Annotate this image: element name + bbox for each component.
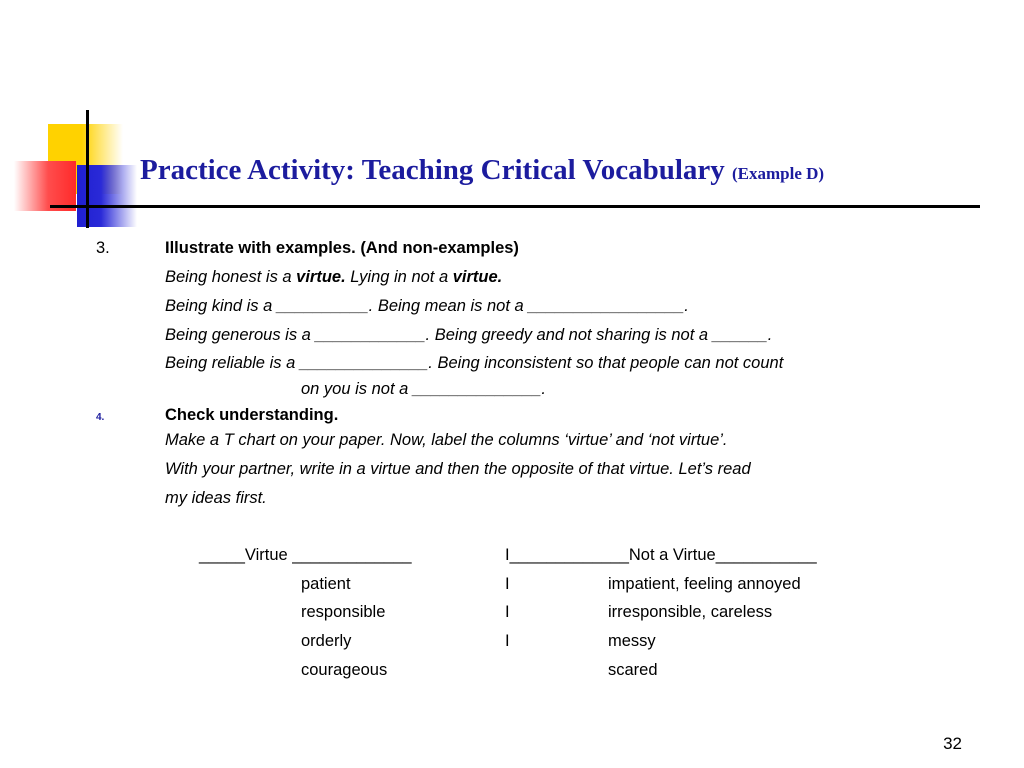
reliable-line-1: Being reliable is a ______________. Being inconsistent so that people can not count: [165, 354, 784, 372]
tchart-not-virtue-cell: irresponsible, careless: [608, 603, 773, 621]
slide-title: [140, 154, 824, 187]
tchart-not-virtue-cell: messy: [608, 632, 656, 650]
item-3-number: 3.: [96, 239, 110, 257]
tchart-not-virtue-cell: scared: [608, 661, 658, 679]
read-ideas-line: my ideas first.: [165, 489, 267, 507]
kind-line: Being kind is a __________. Being mean is not a _________________.: [165, 297, 689, 315]
title-underline-rule: [50, 205, 980, 208]
tchart-virtue-cell: courageous: [301, 661, 388, 679]
slide-decoration: [0, 0, 1024, 240]
reliable-line-2: on you is not a ______________.: [301, 380, 546, 398]
title-sub: (Example D): [732, 164, 825, 183]
red-block-decoration: [14, 161, 76, 211]
title-main: Practice Activity: Teaching Critical Vocabulary: [140, 154, 725, 186]
tchart-not-virtue-cell: impatient, feeling annoyed: [608, 575, 801, 593]
honest-text-a: Being honest is a: [165, 268, 297, 286]
honest-text-d: virtue.: [452, 268, 503, 286]
tchart-virtue-cell: orderly: [301, 632, 352, 650]
honest-text-b: virtue.: [296, 268, 346, 286]
honest-text-c: Lying in not a: [345, 268, 453, 286]
tchart-instruction-line: Make a T chart on your paper. Now, label the columns ‘virtue’ and ‘not virtue’.: [165, 431, 728, 449]
honest-line: [165, 268, 502, 287]
tchart-separator: I: [505, 632, 510, 650]
tchart-virtue-cell: responsible: [301, 603, 386, 621]
page-number: 32: [943, 734, 962, 753]
tchart-header-virtue: _____Virtue _____________: [199, 546, 412, 564]
item-4-heading: Check understanding.: [165, 406, 339, 424]
item-3-heading: Illustrate with examples. (And non-examples): [165, 239, 519, 257]
tchart-virtue-cell: patient: [301, 575, 351, 593]
tchart-header-not-virtue: I_____________Not a Virtue___________: [505, 546, 817, 564]
vertical-rule: [86, 110, 89, 228]
item-4-number: 4.: [96, 412, 105, 423]
tchart-separator: I: [505, 603, 510, 621]
partner-instruction-line: With your partner, write in a virtue and then the opposite of that virtue. Let’s read: [165, 460, 751, 478]
generous-line: Being generous is a ____________. Being greedy and not sharing is not a ______.: [165, 326, 773, 344]
tchart-separator: I: [505, 575, 510, 593]
